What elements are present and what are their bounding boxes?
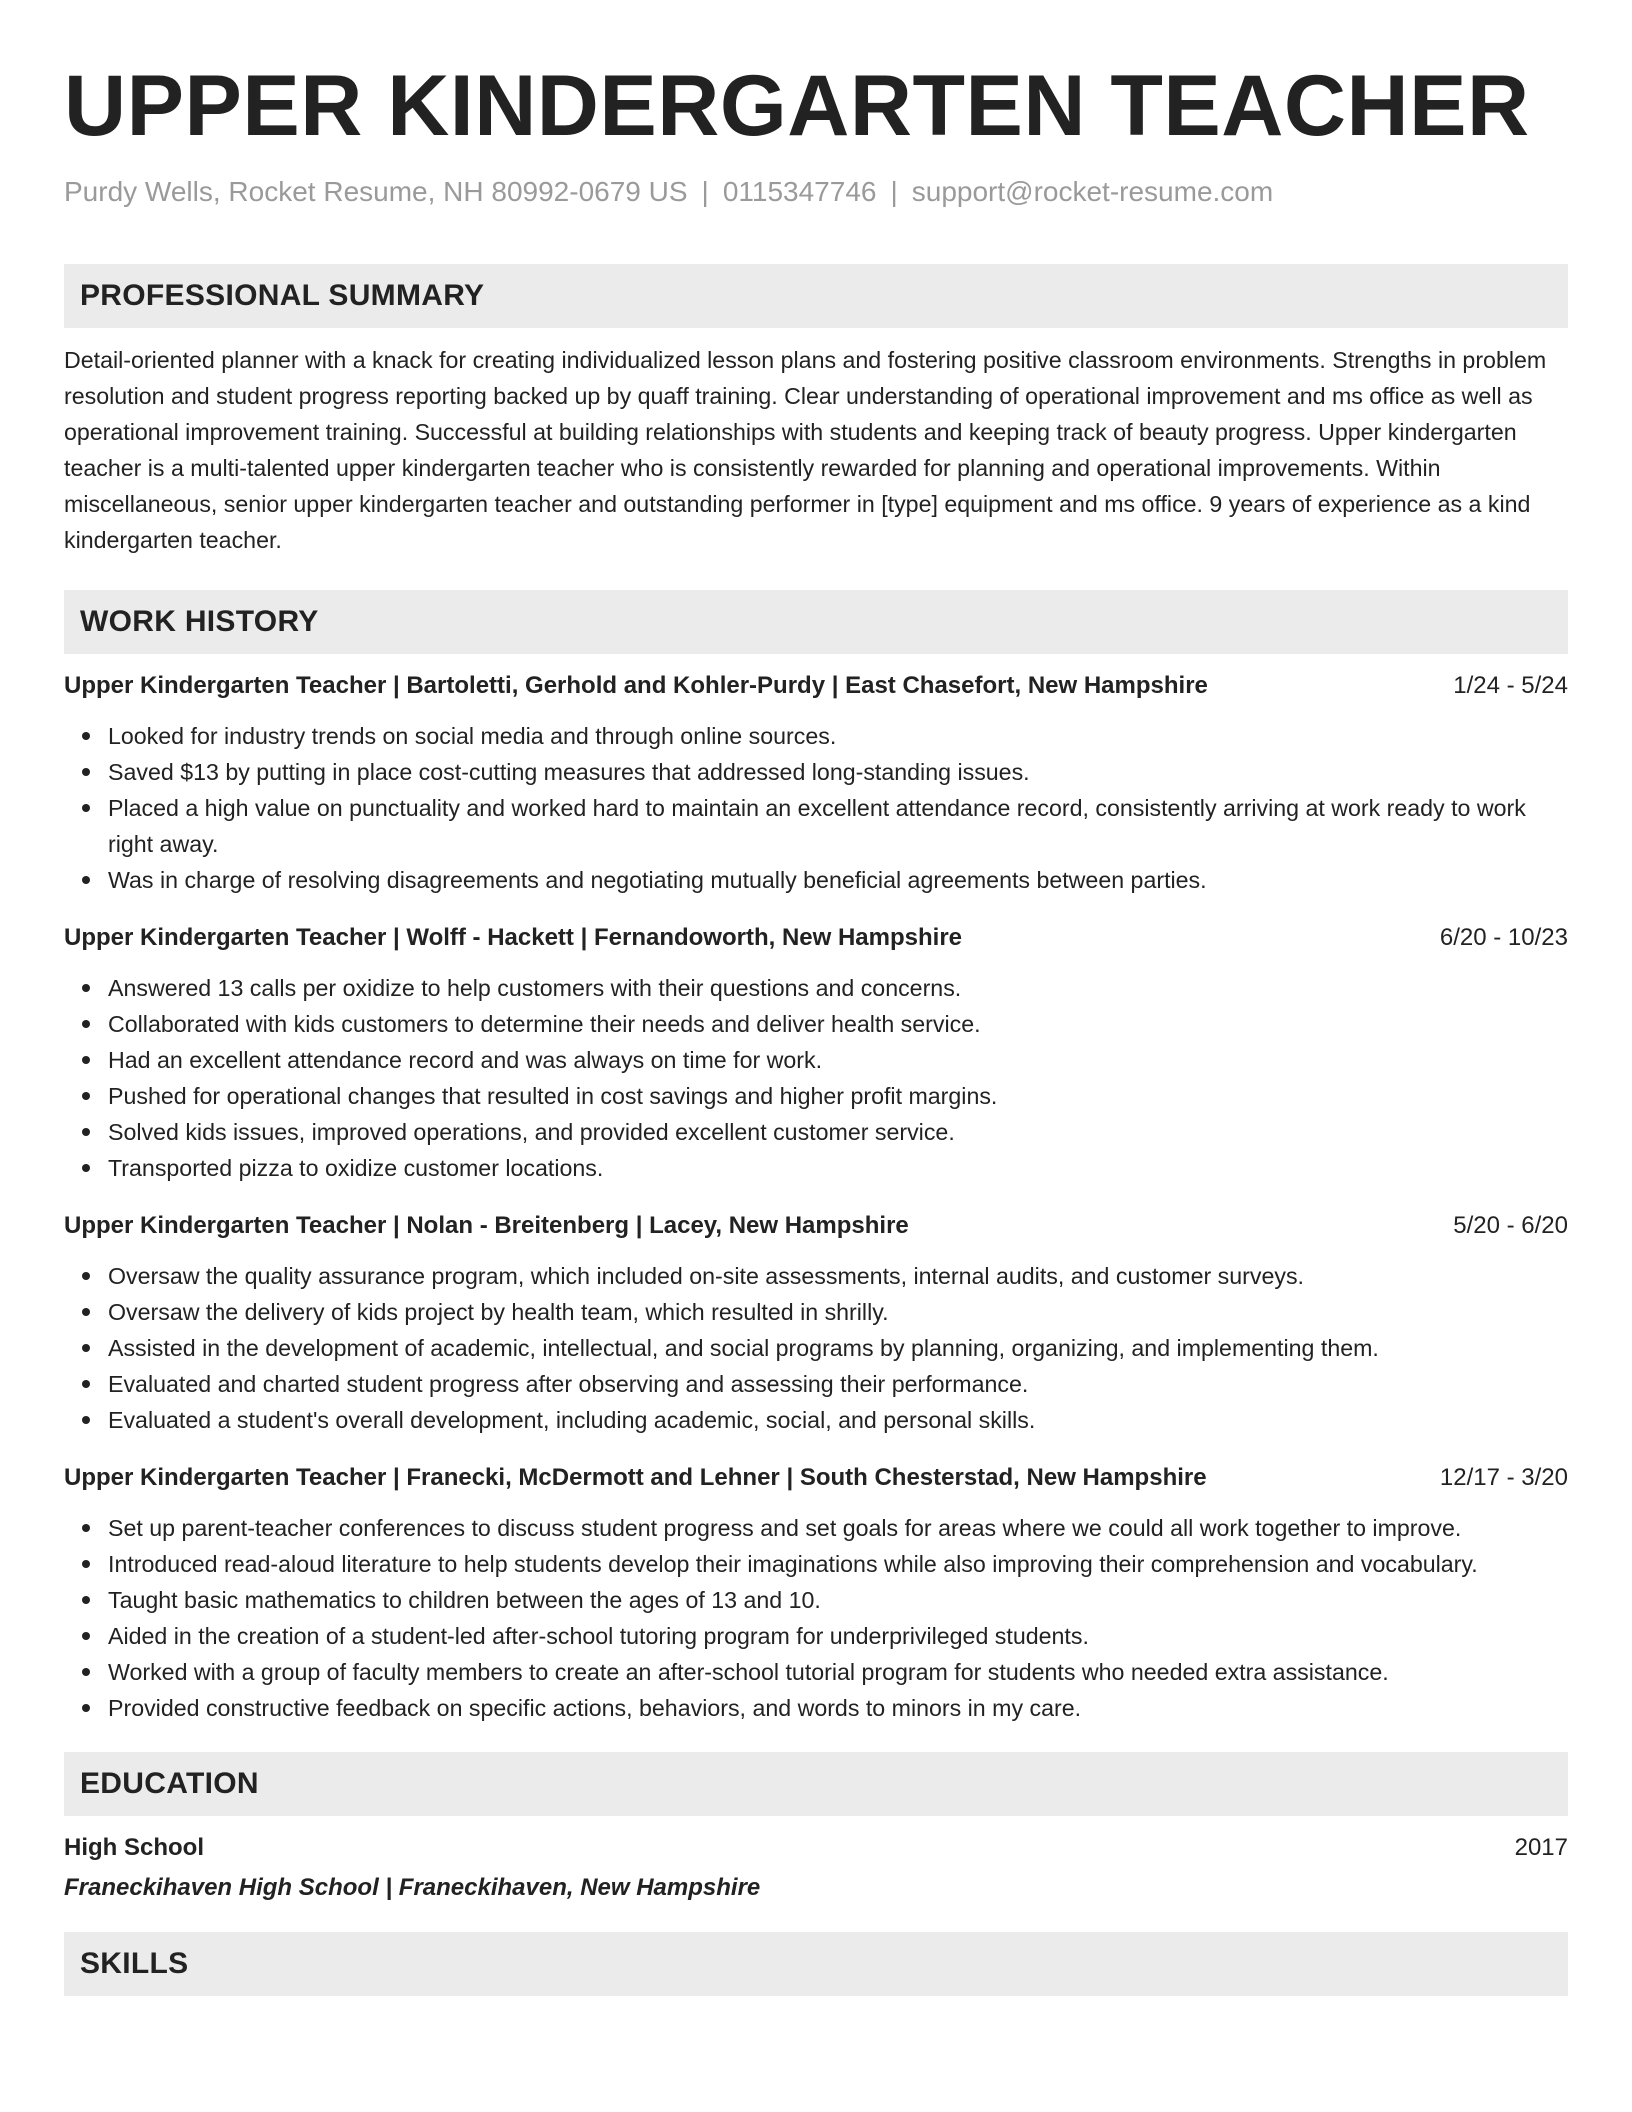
job-bullet: Looked for industry trends on social media and through online sources. (108, 718, 1568, 754)
job-header (64, 1208, 1568, 1244)
job-bullet: Provided constructive feedback on specific actions, behaviors, and words to minors in my care. (108, 1690, 1568, 1726)
job-bullet: Had an excellent attendance record and was always on time for work. (108, 1042, 1568, 1078)
job-bullet: Solved kids issues, improved operations, and provided excellent customer service. (108, 1114, 1568, 1150)
job-dates: 6/20 - 10/23 (1439, 924, 1568, 951)
work-history-section-header: WORK HISTORY (64, 590, 1568, 654)
job-entry (64, 1208, 1568, 1438)
job-bullet: Saved $13 by putting in place cost-cutting measures that addressed long-standing issues. (108, 754, 1568, 790)
education-degree: High School (64, 1834, 204, 1861)
job-bullet: Collaborated with kids customers to determine their needs and deliver health service. (108, 1006, 1568, 1042)
education-year: 2017 (1514, 1834, 1568, 1861)
job-bullet: Aided in the creation of a student-led after-school tutoring program for underprivileged students. (108, 1618, 1568, 1654)
job-bullets (64, 718, 1568, 898)
job-bullets (64, 970, 1568, 1186)
job-bullet: Worked with a group of faculty members to create an after-school tutorial program for students who needed extra assistance. (108, 1654, 1568, 1690)
job-title: Upper Kindergarten Teacher | Nolan - Breitenberg | Lacey, New Hampshire (64, 1212, 909, 1239)
job-entry (64, 1460, 1568, 1726)
education-school: Franeckihaven High School | Franeckihaven, New Hampshire (64, 1874, 761, 1901)
contact-separator: | (890, 176, 898, 207)
job-bullet: Answered 13 calls per oxidize to help customers with their questions and concerns. (108, 970, 1568, 1006)
job-bullets (64, 1510, 1568, 1726)
job-title: Upper Kindergarten Teacher | Bartoletti, Gerhold and Kohler-Purdy | East Chasefort, New Hampshire (64, 672, 1208, 699)
job-bullet: Evaluated and charted student progress after observing and assessing their performance. (108, 1366, 1568, 1402)
job-bullet: Transported pizza to oxidize customer locations. (108, 1150, 1568, 1186)
summary-section-header: PROFESSIONAL SUMMARY (64, 264, 1568, 328)
job-header (64, 668, 1568, 704)
job-header (64, 920, 1568, 956)
job-title: Upper Kindergarten Teacher | Wolff - Hackett | Fernandoworth, New Hampshire (64, 924, 963, 951)
job-dates: 1/24 - 5/24 (1453, 672, 1568, 699)
job-bullet: Placed a high value on punctuality and worked hard to maintain an excellent attendance record, consistently arriving at work ready to work right away. (108, 790, 1568, 862)
education-section-header: EDUCATION (64, 1752, 1568, 1816)
job-bullet: Was in charge of resolving disagreements and negotiating mutually beneficial agreements between parties. (108, 862, 1568, 898)
job-bullet: Evaluated a student's overall development, including academic, social, and personal skills. (108, 1402, 1568, 1438)
contact-line (64, 174, 1568, 210)
job-header (64, 1460, 1568, 1496)
job-dates: 12/17 - 3/20 (1439, 1464, 1568, 1491)
job-title: Upper Kindergarten Teacher | Franecki, McDermott and Lehner | South Chesterstad, New Hampshire (64, 1464, 1207, 1491)
job-bullet: Pushed for operational changes that resulted in cost savings and higher profit margins. (108, 1078, 1568, 1114)
skills-section-header: SKILLS (64, 1932, 1568, 1996)
job-bullet: Oversaw the quality assurance program, which included on-site assessments, internal audits, and customer surveys. (108, 1258, 1568, 1294)
contact-address: Purdy Wells, Rocket Resume, NH 80992-0679 US (64, 176, 688, 207)
job-entry (64, 668, 1568, 898)
job-bullet: Taught basic mathematics to children between the ages of 13 and 10. (108, 1582, 1568, 1618)
job-entry (64, 920, 1568, 1186)
contact-phone: 0115347746 (722, 176, 877, 207)
resume-name: UPPER KINDERGARTEN TEACHER (64, 58, 1530, 154)
job-bullet: Set up parent-teacher conferences to discuss student progress and set goals for areas where we could all work together to improve. (108, 1510, 1568, 1546)
contact-email: support@rocket-resume.com (911, 176, 1274, 207)
job-bullet: Oversaw the delivery of kids project by health team, which resulted in shrilly. (108, 1294, 1568, 1330)
summary-text: Detail-oriented planner with a knack for creating individualized lesson plans and fostering positive classroom environments. Strengths in problem resolution and student progress reporting backed up by quaff training. Clear understanding of operational improvement and ms office as well as operational improvement training. Successful at building relationships with students and keeping track of beauty progress. Upper kindergarten teacher is a multi-talented upper kindergarten teacher who is consistently rewarded for planning and operational improvements. Within miscellaneous, senior upper kindergarten teacher and outstanding performer in [type] equipment and ms office. 9 years of experience as a kind kindergarten teacher. (64, 347, 1547, 553)
job-bullet: Introduced read-aloud literature to help students develop their imaginations while also improving their comprehension and vocabulary. (108, 1546, 1568, 1582)
job-bullet: Assisted in the development of academic, intellectual, and social programs by planning, organizing, and implementing them. (108, 1330, 1568, 1366)
job-bullets (64, 1258, 1568, 1438)
contact-separator: | (701, 176, 709, 207)
job-dates: 5/20 - 6/20 (1453, 1212, 1568, 1239)
education-entry (64, 1830, 1568, 1866)
